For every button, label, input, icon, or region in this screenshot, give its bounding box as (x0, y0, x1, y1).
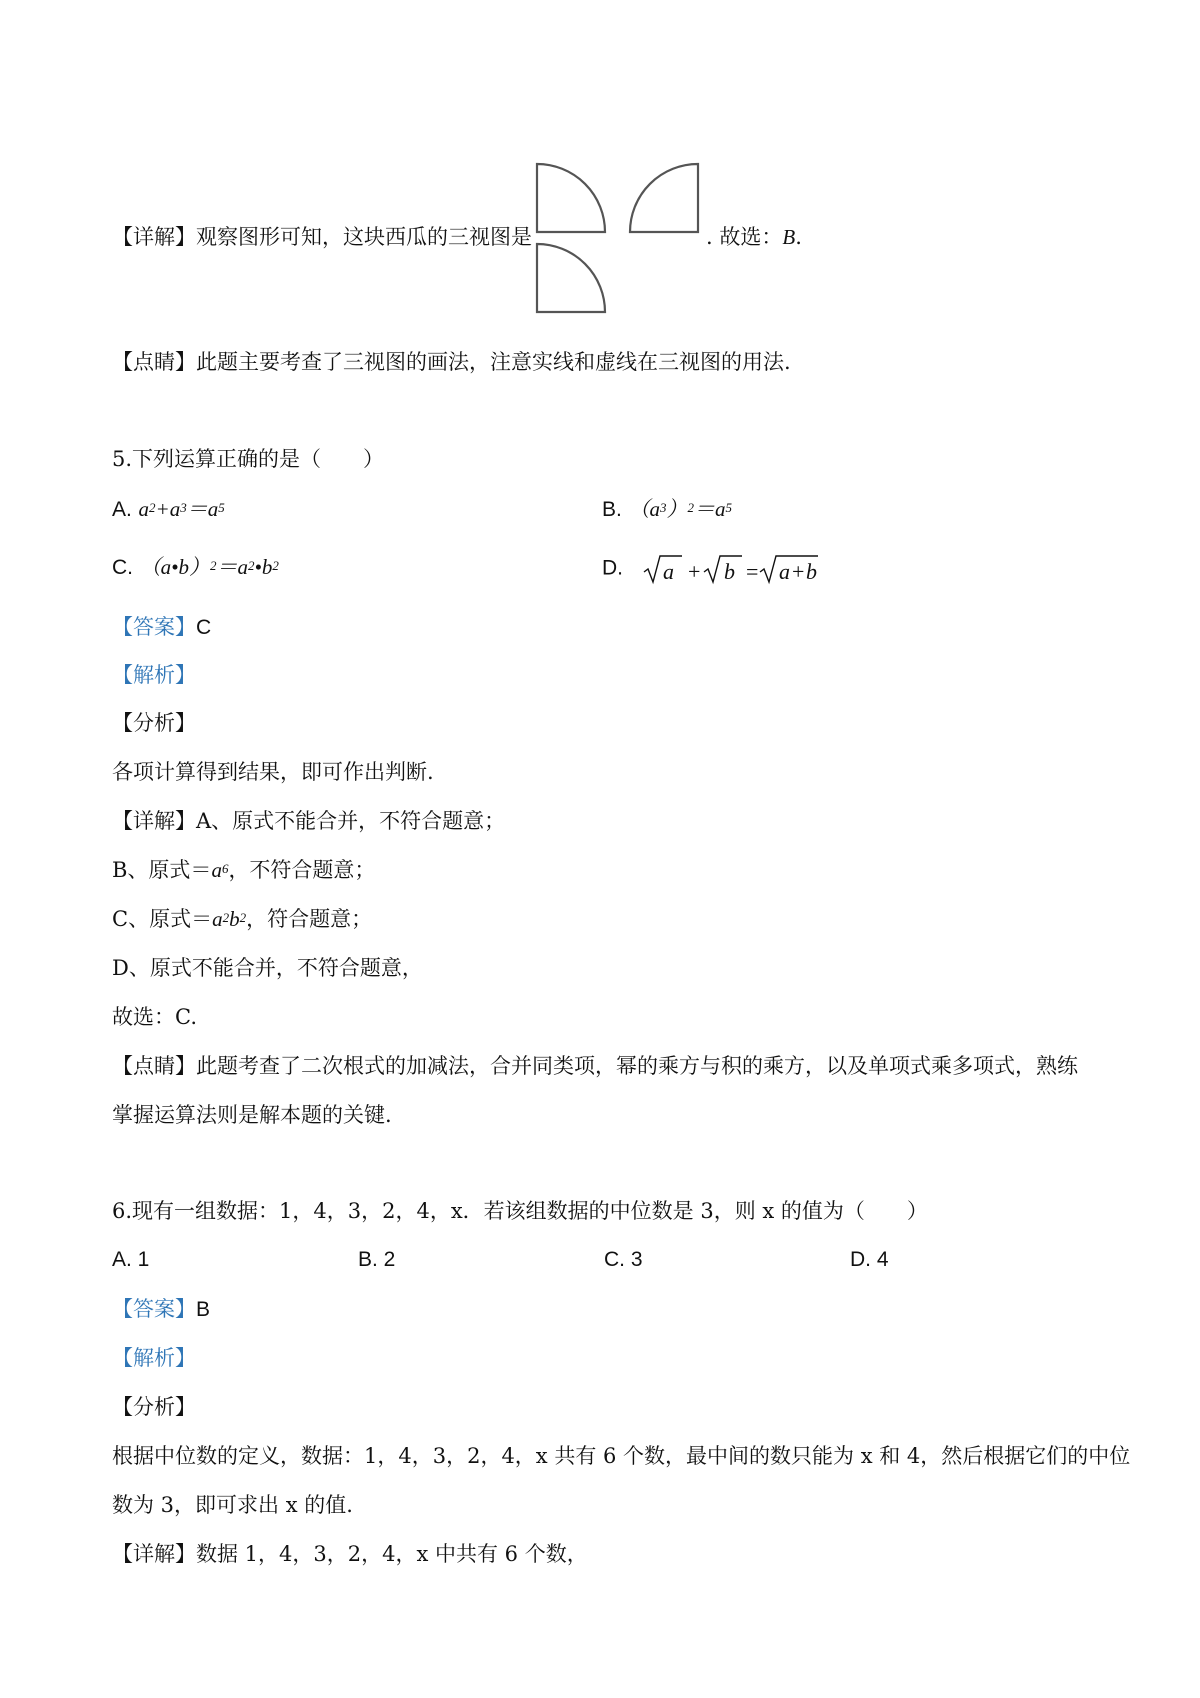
q5-detail-b: B、原式$=a^6$，不符合题意； (112, 858, 376, 882)
q5-detail-a: 【详解】A、原式不能合并，不符合题意； (112, 809, 506, 833)
q5-stem: 5.下列运算正确的是（ ） (112, 447, 385, 471)
q5-option-d: D. a + b = a + b (602, 552, 822, 586)
q5-detail-c: C、原式$=a^2b^2$，符合题意； (112, 907, 373, 931)
q6-option-d: D. 4 (850, 1248, 889, 1271)
svg-text:b: b (805, 559, 817, 584)
front-view-shape (537, 164, 605, 232)
q5-option-c-formula: $(a•b)^2=a^2•b^2$ (139, 555, 279, 579)
q5-fenxi-tag: 【分析】 (112, 711, 196, 735)
svg-text:+: + (791, 559, 805, 584)
q4-tip: 【点睛】此题主要考查了三视图的画法，注意实线和虚线在三视图的用法. (112, 350, 791, 374)
q4-detail-prefix: 【详解】观察图形可知，这块西瓜的三视图是 (112, 225, 532, 249)
q6-option-b: B. 2 (358, 1248, 396, 1271)
q5-option-a-formula: $a^2+a^3=a^5$ (138, 497, 225, 521)
q6-analysis-tag: 【解析】 (112, 1346, 196, 1370)
q6-fenxi-tag: 【分析】 (112, 1395, 196, 1419)
q6-answer: 【答案】B (112, 1297, 211, 1321)
q4-detail-end: . 故选：B. (706, 225, 802, 249)
q6-fenxi-line1: 根据中位数的定义，数据：1，4，3，2，4，x 共有 6 个数，最中间的数只能为 x 和 4，然后根据它们的中位 (112, 1444, 1131, 1468)
q5-analysis-tag: 【解析】 (112, 663, 196, 687)
q5-choice: 故选：C. (112, 1005, 197, 1029)
svg-text:+: + (687, 559, 701, 584)
q5-option-c: C. $(a•b)^2=a^2•b^2$ (112, 555, 279, 579)
q5-detail-d: D、原式不能合并，不符合题意， (112, 956, 423, 980)
svg-text:=: = (745, 559, 759, 584)
q6-stem: 6.现有一组数据：1，4，3，2，4，x．若该组数据的中位数是 3，则 x 的值为（ ） (112, 1199, 928, 1223)
q5-option-d-formula (642, 552, 822, 586)
q5-option-b: B. $(a^3)^2=a^5$ (602, 497, 733, 521)
svg-text:a: a (778, 559, 790, 584)
three-view-figure (533, 158, 703, 318)
q5-option-a: A. $a^2+a^3=a^5$ (112, 497, 225, 521)
svg-text:a: a (662, 559, 674, 584)
q5-fenxi-text: 各项计算得到结果，即可作出判断. (112, 760, 434, 784)
q5-option-b-formula: $(a^3)^2=a^5$ (628, 497, 733, 521)
side-view-shape (630, 164, 698, 232)
q5-tip-line1: 【点睛】此题考查了二次根式的加减法，合并同类项，幂的乘方与积的乘方，以及单项式乘多项式，熟练 (112, 1054, 1078, 1078)
q6-option-c: C. 3 (604, 1248, 643, 1271)
q5-answer: 【答案】C (112, 615, 212, 639)
svg-text:b: b (723, 559, 735, 584)
q6-fenxi-line2: 数为 3，即可求出 x 的值. (112, 1493, 353, 1517)
q6-detail-line: 【详解】数据 1，4，3，2，4，x 中共有 6 个数， (112, 1542, 588, 1566)
q6-option-a: A. 1 (112, 1248, 150, 1271)
q5-tip-line2: 掌握运算法则是解本题的关键. (112, 1103, 392, 1127)
q4-detail-line (112, 222, 532, 252)
top-view-shape (537, 244, 605, 312)
